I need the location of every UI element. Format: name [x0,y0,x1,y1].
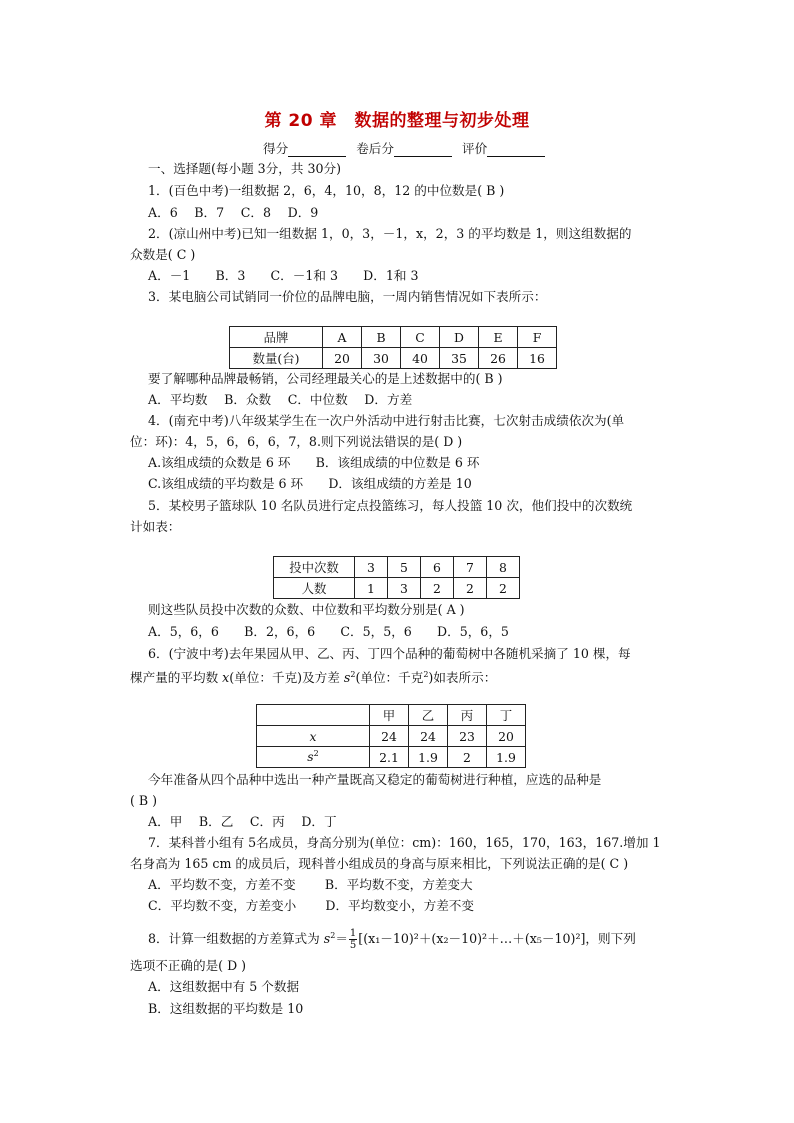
fraction-denominator: 5 [349,940,357,952]
table-cell: E [479,327,518,348]
question-2-stem: 2．(凉山州中考)已知一组数据 1，0，3，－1，x，2，3 的平均数是 1，则这组数据的 [148,226,632,241]
formula-rest: [(x₁－10)²＋(x₂－10)²＋…＋(x₅－10)²]，则下列 [358,931,636,947]
text-span: (单位：千克)及方差 [229,670,344,686]
table-cell: 投中次数 [274,557,355,578]
question-3-stem: 3．某电脑公司试销同一价位的品牌电脑，一周内销售情况如下表所示： [148,289,547,304]
table-cell: 丙 [448,705,487,726]
question-8-option-a: A．这组数据中有 5 个数据 [148,979,300,994]
table-cell: 20 [323,348,362,369]
table-cell: 24 [409,726,448,747]
table-cell: 1 [355,578,388,599]
table-cell: 3 [355,557,388,578]
table-row [230,327,557,348]
score-line [263,138,551,157]
table-row [274,557,520,578]
table-cell: 数量(台) [230,348,323,369]
superscript: 2 [313,749,319,759]
shots-table [273,556,520,599]
question-7-stem: 7．某科普小组有 5名成员，身高分别为(单位：cm)：160，165，170，163，167.增加 1 [148,835,661,850]
table-cell [257,726,370,747]
question-6-options: A．甲 B．乙 C．丙 D．丁 [148,814,337,829]
text-span: )如表所示： [428,670,497,686]
table-cell: 2 [454,578,487,599]
grape-yield-table [256,704,526,768]
table-cell: C [401,327,440,348]
question-6-stem-cont [130,667,496,686]
fraction [349,928,357,951]
question-7-stem-cont: 名身高为 165 cm 的成员后，现科普小组成员的身高与原来相比，下列说法正确的是( C ) [130,856,629,871]
table-row [257,705,526,726]
question-6-after-cont: ( B ) [130,793,158,808]
question-5-options: A．5，6，6 B．2，6，6 C．5，5，6 D．5，6，5 [148,624,509,639]
table-cell [257,747,370,768]
question-7-options-cd: C．平均数不变，方差变小 D．平均数变小，方差不变 [148,898,474,913]
table-cell: 1.9 [487,747,526,768]
final-score-label: 卷后分 [356,141,394,156]
question-5-stem-cont: 计如表： [130,519,181,534]
table-cell: 2 [448,747,487,768]
text-span: 8．计算一组数据的方差算式为 [148,931,324,947]
question-5-after: 则这些队员投中次数的众数、中位数和平均数分别是( A ) [148,602,465,617]
table-row [274,578,520,599]
question-7-options-ab: A．平均数不变，方差不变 B．平均数不变，方差变大 [148,877,473,892]
table-cell: 7 [454,557,487,578]
variance-symbol: s [307,749,314,765]
table-cell: 20 [487,726,526,747]
table-cell: A [323,327,362,348]
brand-sales-table [229,326,557,369]
table-row [257,747,526,768]
table-cell: 2.1 [370,747,409,768]
question-4-options-cd: C.该组成绩的平均数是 6 环 D．该组成绩的方差是 10 [148,476,472,491]
question-8-option-b: B．这组数据的平均数是 10 [148,1001,304,1016]
question-4-options-ab: A.该组成绩的众数是 6 环 B．该组成绩的中位数是 6 环 [148,455,480,470]
section-heading: 一、选择题(每小题 3分，共 30分) [148,161,341,176]
table-cell [257,705,370,726]
question-4-stem: 4．(南充中考)八年级某学生在一次户外活动中进行射击比赛，七次射击成绩依次为(单 [148,413,625,428]
table-cell: 8 [487,557,520,578]
table-row [230,348,557,369]
table-cell: 23 [448,726,487,747]
table-cell: 35 [440,348,479,369]
fraction-numerator: 1 [349,928,357,940]
table-cell: 乙 [409,705,448,726]
table-cell: 16 [518,348,557,369]
table-cell: F [518,327,557,348]
table-cell: 1.9 [409,747,448,768]
question-6-after: 今年准备从四个品种中选出一种产量既高又稳定的葡萄树进行种植，应选的品种是 [148,772,602,787]
superscript: 2 [423,670,429,679]
score-blank[interactable] [288,143,346,157]
table-cell: 品牌 [230,327,323,348]
table-row [257,726,526,747]
score-label: 得分 [263,141,289,156]
evaluation-blank[interactable] [487,143,545,157]
question-2-options: A．－1 B．3 C．－1和 3 D．1和 3 [148,268,419,283]
table-cell: D [440,327,479,348]
table-cell: 26 [479,348,518,369]
equals-sign: ＝ [335,931,348,947]
table-cell: 丁 [487,705,526,726]
question-8-stem [148,928,636,951]
table-cell: 人数 [274,578,355,599]
table-cell: 24 [370,726,409,747]
text-span: (单位：千克 [355,670,424,686]
table-cell: 40 [401,348,440,369]
question-6-stem: 6．(宁波中考)去年果园从甲、乙、丙、丁四个品种的葡萄树中各随机采摘了 10 棵，每 [148,646,631,661]
question-1-stem: 1．(百色中考)一组数据 2，6，4，10，8，12 的中位数是( B ) [148,183,505,198]
final-score-blank[interactable] [394,143,452,157]
superscript: 2 [330,931,336,940]
table-cell: 3 [388,578,421,599]
table-cell: B [362,327,401,348]
question-2-stem-cont: 众数是( C ) [130,247,196,262]
table-cell: 5 [388,557,421,578]
variance-symbol: s [323,931,331,947]
table-cell: 2 [487,578,520,599]
evaluation-label: 评价 [462,141,488,156]
table-cell: 6 [421,557,454,578]
question-1-options: A．6 B．7 C．8 D．9 [148,205,319,220]
table-cell: 2 [421,578,454,599]
page-title: 第 20 章 数据的整理与初步处理 [264,111,530,131]
question-3-after: 要了解哪种品牌最畅销，公司经理最关心的是上述数据中的( B ) [148,371,503,386]
question-5-stem: 5．某校男子篮球队 10 名队员进行定点投篮练习，每人投篮 10 次，他们投中的次数统 [148,498,633,513]
question-4-stem-cont: 位：环)：4，5，6，6，6，7，8.则下列说法错误的是( D ) [130,434,463,449]
question-8-stem-cont: 选项不正确的是( D ) [130,958,247,973]
table-cell: 30 [362,348,401,369]
question-3-options: A．平均数 B．众数 C．中位数 D．方差 [148,392,413,407]
table-cell: 甲 [370,705,409,726]
text-span: 棵产量的平均数 [130,670,223,686]
variance-symbol: s [343,670,351,686]
superscript: 2 [350,670,356,679]
mean-symbol: x [309,728,317,744]
mean-symbol: x [222,670,230,686]
